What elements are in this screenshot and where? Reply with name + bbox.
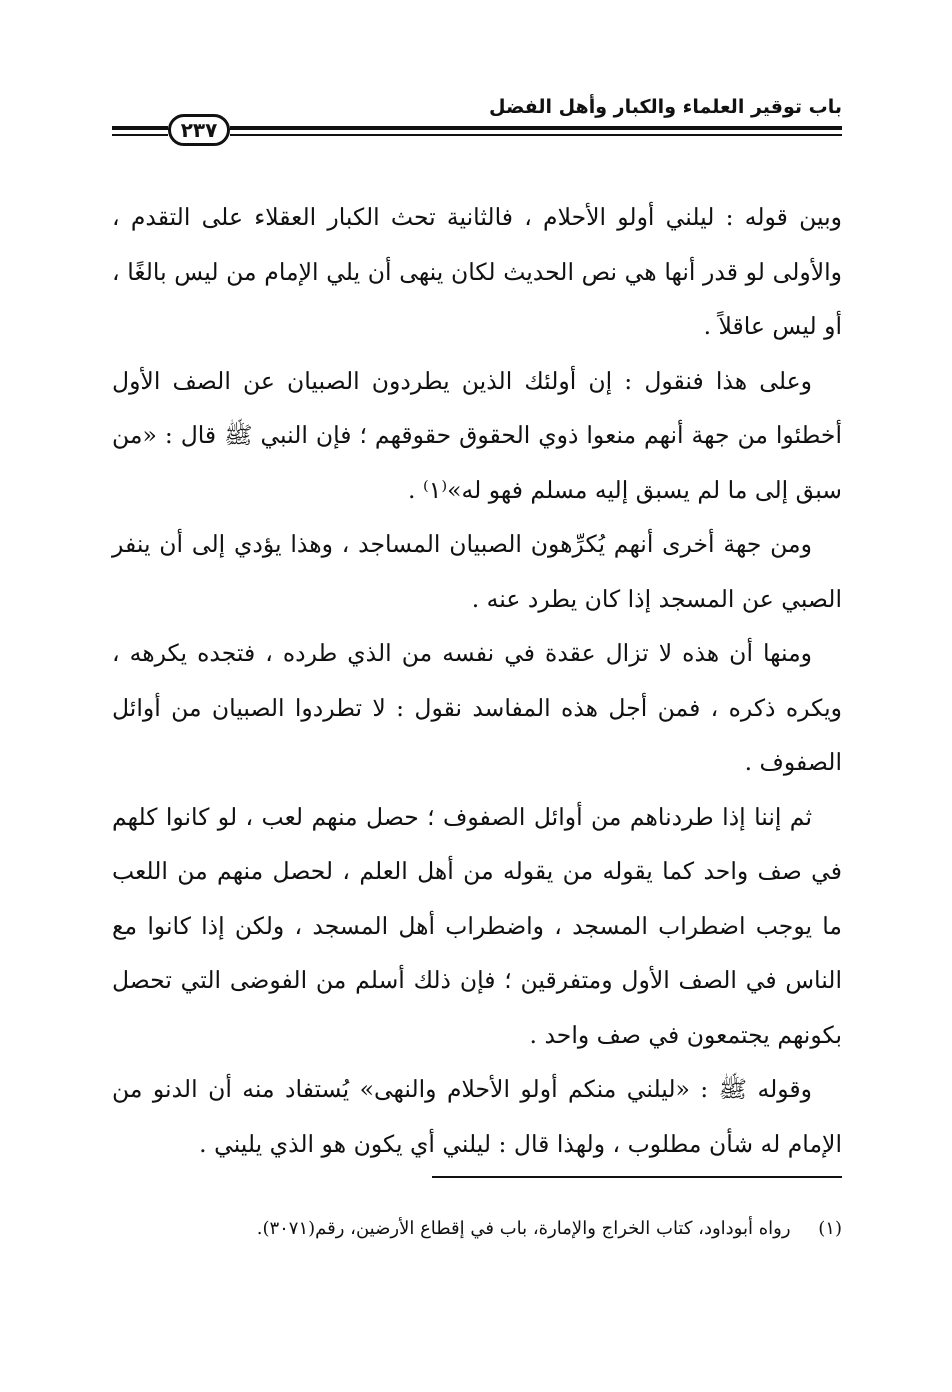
header-rule	[230, 126, 842, 136]
page-header	[112, 92, 842, 152]
paragraph: وقوله ﷺ : «ليلني منكم أولو الأحلام والنهى» يُستفاد منه أن الدنو من الإمام له شأن مطلوب ، ولهذا قال : ليلني أي يكون هو الذي يليني .	[112, 1075, 842, 1158]
paragraph: ثم إننا إذا طردناهم من أوائل الصفوف ؛ حصل منهم لعب ، لو كانوا كلهم في صف واحد كما يقوله من يقوله من أهل العلم ، لحصل منهم من اللعب ما يوجب اضطراب المسجد ، واضطراب أهل المسجد ، ولكن إذا كانوا مع الناس في الصف الأول ومتفرقين ؛ فإن ذلك أسلم من الفوضى التي تحصل بكونهم يجتمعون في صف واحد .	[112, 802, 842, 1049]
footnote	[112, 1214, 842, 1244]
header-rule-left	[112, 126, 168, 136]
paragraph: ومنها أن هذه لا تزال عقدة في نفسه من الذي طرده ، فتجده يكرهه ، ويكره ذكره ، فمن أجل هذه المفاسد نقول : لا تطردوا الصبيان من أوائل الصفوف .	[112, 639, 842, 776]
paragraph: ومن جهة أخرى أنهم يُكرِّهون الصبيان المساجد ، وهذا يؤدي إلى أن ينفر الصبي عن المسجد إذا كان يطرد عنه .	[112, 530, 842, 613]
page-number: ٢٣٧	[168, 114, 230, 146]
paragraph: وبين قوله : ليلني أولو الأحلام ، فالثانية تحث الكبار العقلاء على التقدم ، والأولى لو قدر أنها هي نص الحديث لكان ينهى أن يلي الإمام من ليس بالغًا ، أو ليس عاقلاً .	[112, 203, 842, 340]
footnote-marker: (١)	[818, 1218, 842, 1239]
chapter-title: باب توقير العلماء والكبار وأهل الفضل	[488, 96, 842, 118]
footnote-separator	[432, 1176, 842, 1178]
paragraph: وعلى هذا فنقول : إن أولئك الذين يطردون الصبيان عن الصف الأول أخطئوا من جهة أنهم منعوا ذوي الحقوق حقوقهم ؛ فإن النبي ﷺ قال : «من سبق إلى ما لم يسبق إليه مسلم فهو له»⁽١⁾ .	[112, 366, 842, 504]
footnote-text: رواه أبوداود، كتاب الخراج والإمارة، باب في إقطاع الأرضين، رقم(٣٠٧١).	[256, 1218, 791, 1239]
main-text	[112, 190, 842, 1171]
